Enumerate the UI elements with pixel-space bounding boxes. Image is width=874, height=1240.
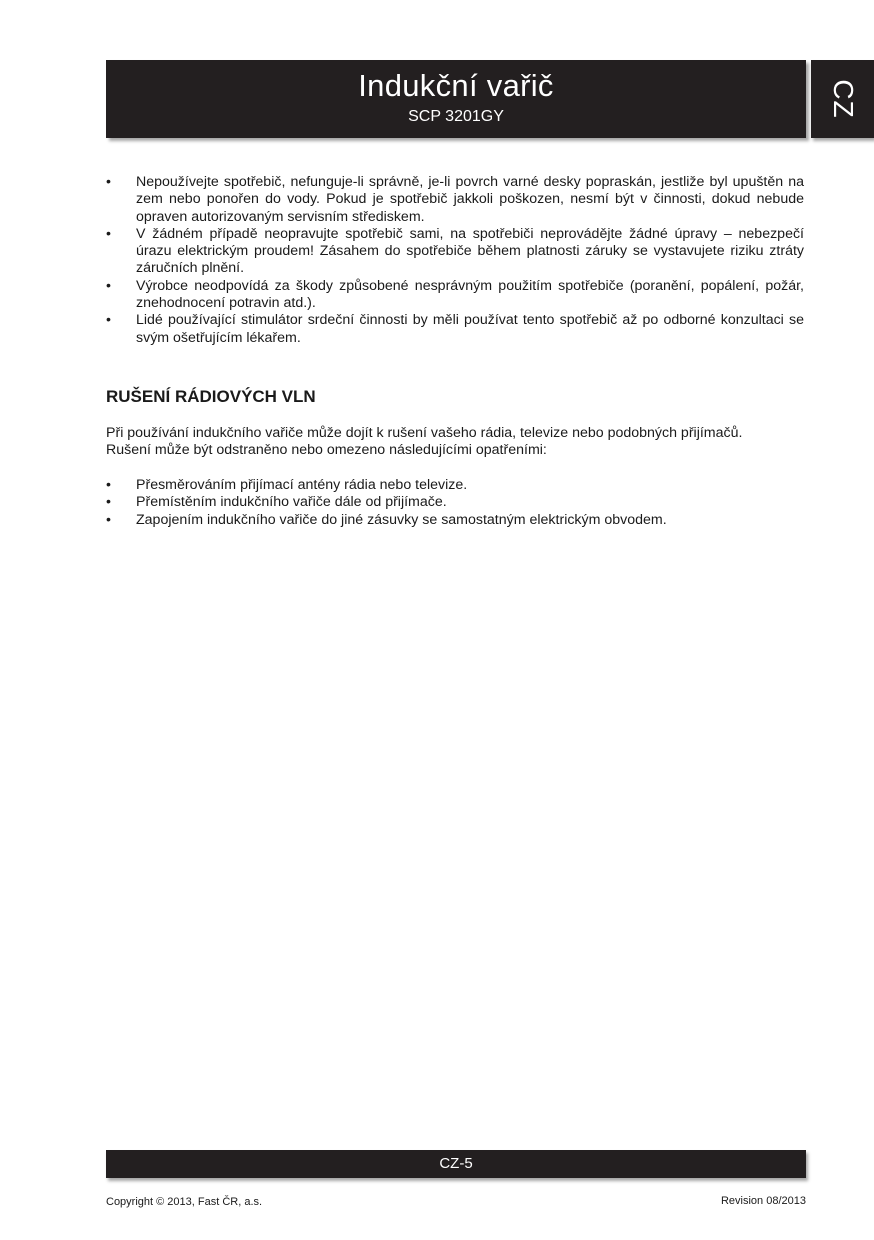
list-item-text: V žádném případě neopravujte spotřebič sami, na spotřebiči neprovádějte žádné úpravy – nebezpečí úrazu elektrickým proudem! Zásahem do spotřebiče během platnosti záruky se vystavujete riziku ztráty záručních plnění. — [136, 225, 804, 277]
safety-list — [106, 174, 804, 347]
bullet-icon: • — [106, 312, 111, 329]
list-item — [106, 494, 804, 511]
list-item — [106, 312, 804, 347]
bullet-icon: • — [106, 277, 111, 294]
measures-list — [106, 477, 804, 529]
bullet-icon: • — [106, 225, 111, 242]
section-heading: RUŠENÍ RÁDIOVÝCH VLN — [106, 387, 316, 406]
copyright-notice: Copyright © 2013, Fast ČR, a.s. — [106, 1196, 263, 1208]
list-item-text: Přemístěním indukčního vařiče dále od přijímače. — [136, 494, 447, 511]
bullet-icon: • — [106, 174, 111, 190]
list-item-text: Nepoužívejte spotřebič, nefunguje-li správně, je-li povrch varné desky popraskán, jestliže byl upuštěn na zem nebo ponořen do vody. Pokud je spotřebič jakkoli poškozen, nesmí být v činnosti, dokud nebude opraven autorizovaným servisním střediskem. — [136, 174, 804, 225]
model-number: SCP 3201GY — [408, 108, 504, 125]
bullet-icon: • — [106, 511, 111, 528]
list-item-text: Přesměrováním přijímací antény rádia nebo televize. — [136, 477, 468, 493]
revision-label: Revision 08/2013 — [720, 1195, 806, 1207]
list-item — [106, 226, 804, 278]
footer-bar — [106, 1150, 806, 1178]
page-number: CZ-5 — [439, 1155, 473, 1172]
list-item — [106, 174, 804, 226]
header-bar — [106, 60, 806, 138]
intro-line: Při používání indukčního vařiče může dojít k rušení vašeho rádia, televize nebo podobných přijímačů. — [106, 425, 743, 441]
bullet-icon: • — [106, 477, 111, 493]
list-item — [106, 477, 804, 494]
list-item-text: Lidé používající stimulátor srdeční činnosti by měli používat tento spotřebič až po odborné konzultaci se svým ošetřujícím lékařem. — [136, 312, 804, 346]
page-title: Indukční vařič — [358, 68, 554, 103]
radio-measures — [106, 477, 804, 529]
radio-intro — [106, 425, 804, 460]
list-item — [106, 278, 804, 313]
list-item-text: Výrobce neodpovídá za škody způsobené nesprávným použitím spotřebiče (poranění, popálení, požár, znehodnocení potravin atd.). — [136, 277, 804, 312]
list-item — [106, 512, 804, 529]
bullet-icon: • — [106, 494, 111, 511]
list-item-text: Zapojením indukčního vařiče do jiné zásuvky se samostatným elektrickým obvodem. — [136, 511, 667, 528]
intro-line: Rušení může být odstraněno nebo omezeno následujícími opatřeními: — [106, 442, 547, 459]
language-tab — [811, 60, 874, 138]
language-tab-label: CZ — [827, 79, 859, 119]
safety-section — [106, 174, 804, 347]
